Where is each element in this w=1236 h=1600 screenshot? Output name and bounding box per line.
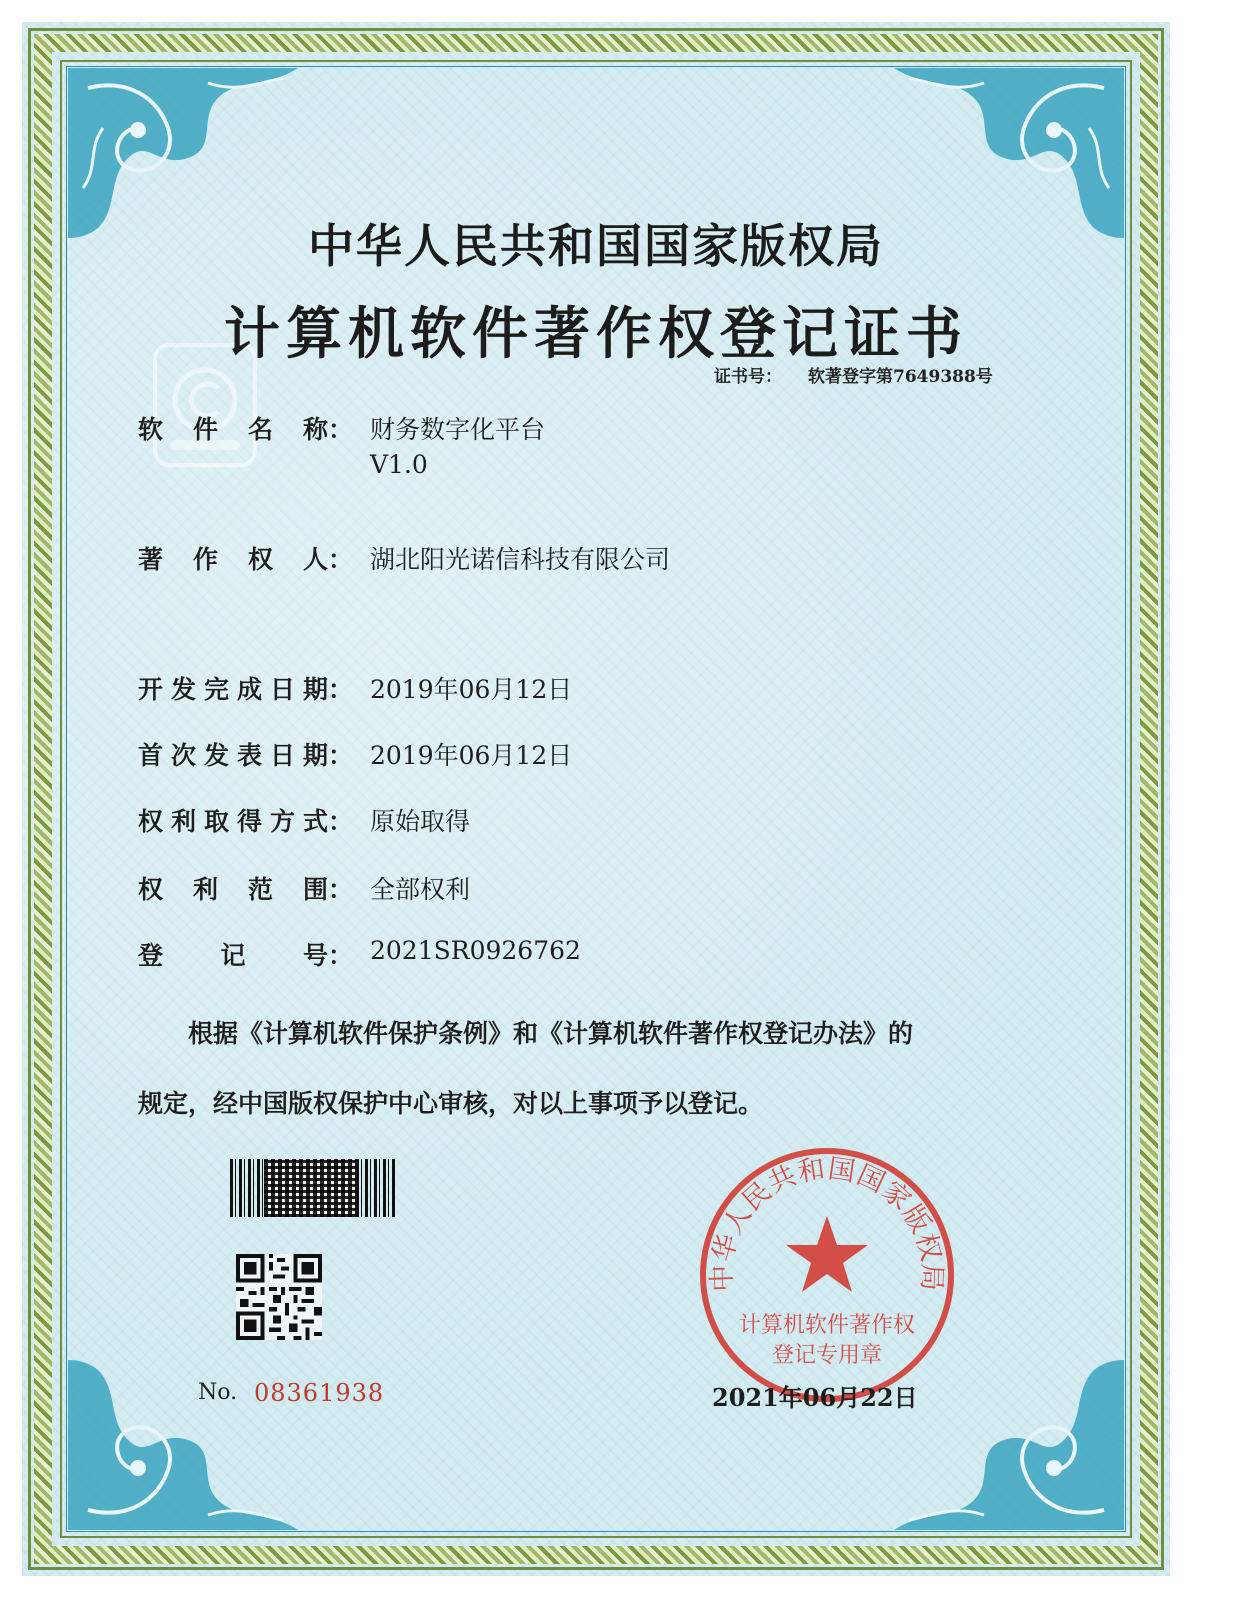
field-label: 权利范围 [138,875,328,904]
field-registration-number [138,936,581,972]
certificate [22,22,1170,1576]
issue-date: 2021年06月22日 [712,1383,918,1412]
field-colon: ： [328,741,354,770]
field-colon: ： [328,545,354,574]
field-label: 登记号 [138,941,328,970]
field-colon: ： [328,807,354,836]
field-colon: ： [328,415,354,444]
field-development-date [138,670,572,706]
field-colon: ： [328,941,354,970]
field-label: 权利取得方式 [138,807,328,836]
software-name: 财务数字化平台 [370,415,546,444]
field-value: 2021SR0926762 [370,936,581,965]
issuing-authority: 中华人民共和国国家版权局 [308,219,884,273]
serial-number-label: No. [198,1380,238,1405]
field-label: 开发完成日期 [138,675,328,704]
field-label: 首次发表日期 [138,741,328,770]
official-seal [692,1140,962,1410]
field-value: 原始取得 [370,807,471,836]
qr-code [236,1254,322,1340]
field-label: 软件名称 [138,415,328,444]
certificate-title: 计算机软件著作权登记证书 [224,301,968,367]
seal-inner-line-1: 计算机软件著作权 [738,1313,916,1338]
certificate-number-value: 软著登字第7649388号 [808,367,993,387]
field-value: 2019年06月12日 [370,741,573,770]
barcode [230,1159,396,1217]
inner-border-teal [66,66,1126,1532]
seal-star-icon [786,1216,868,1292]
seal-inner-line-2: 登记专用章 [771,1343,883,1368]
serial-number-value: 08361938 [254,1379,385,1407]
field-value: 湖北阳光诺信科技有限公司 [370,545,671,574]
barcode-data-block [264,1159,356,1217]
software-version: V1.0 [370,450,428,479]
field-colon: ： [328,675,354,704]
statement-line-2: 规定，经中国版权保护中心审核，对以上事项予以登记。 [138,1089,764,1118]
field-value: 全部权利 [370,875,471,904]
certificate-number-label: 证书号： [714,367,782,387]
field-value [370,410,545,479]
field-value: 2019年06月12日 [370,675,573,704]
field-copyright-owner [138,540,670,576]
field-software-name [138,410,545,479]
certificate-number [714,362,993,387]
statement-line-1: 根据《计算机软件保护条例》和《计算机软件著作权登记办法》的 [138,1019,914,1048]
field-first-publication-date [138,736,572,772]
field-scope-of-rights [138,870,470,906]
field-label: 著作权人 [138,545,328,574]
field-acquisition-method [138,802,470,838]
field-colon: ： [328,875,354,904]
seal-ring-text: 中华人民共和国国家版权局 [706,1153,948,1293]
